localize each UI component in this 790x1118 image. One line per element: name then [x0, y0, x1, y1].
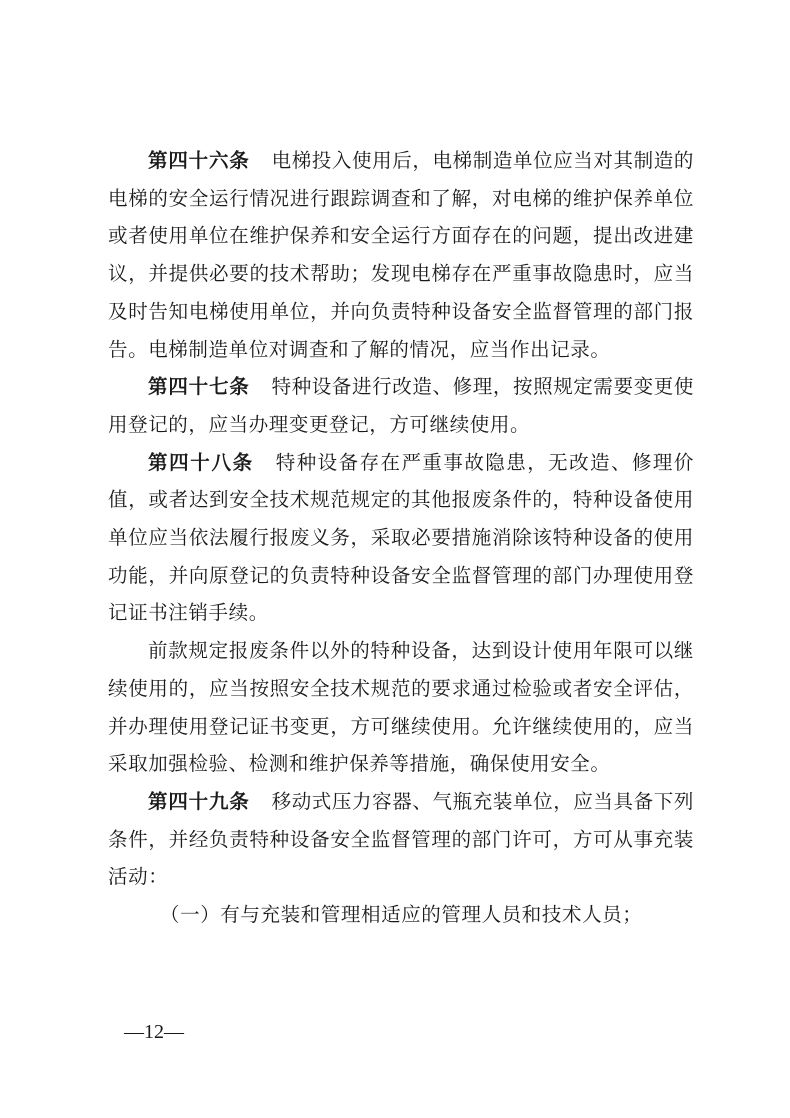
article-text: 前款规定报废条件以外的特种设备，达到设计使用年限可以继续使用的，应当按照安全技术规范的要求通过检验或者安全评估，并办理使用登记证书变更，方可继续使用。允许继续使用的，应当采取加强检验、检测和维护保养等措施，确保使用安全。	[108, 639, 694, 776]
article-49-item-1: （一）有与充装和管理相适应的管理人员和技术人员；	[160, 903, 643, 927]
article-47	[108, 368, 694, 443]
article-text: 特种设备进行改造、修理，按照规定需要变更使用登记的，应当办理变更登记，方可继续使用。	[108, 375, 694, 436]
page-number: —12—	[124, 1021, 184, 1043]
article-number: 第四十六条	[148, 149, 250, 172]
article-text: 移动式压力容器、气瓶充装单位，应当具备下列条件，并经负责特种设备安全监督管理的部门许可，方可从事充装活动：	[108, 789, 694, 889]
article-49	[108, 783, 694, 896]
article-48-paragraph-2	[108, 632, 694, 783]
document-body	[108, 142, 694, 934]
article-48	[108, 444, 694, 633]
article-text: 电梯投入使用后，电梯制造单位应当对其制造的电梯的安全运行情况进行跟踪调查和了解，对电梯的维护保养单位或者使用单位在维护保养和安全运行方面存在的问题，提出改进建议，并提供必要的技术帮助；发现电梯存在严重事故隐患时，应当及时告知电梯使用单位，并向负责特种设备安全监督管理的部门报告。电梯制造单位对调查和了解的情况，应当作出记录。	[108, 149, 694, 361]
article-number: 第四十九条	[148, 789, 250, 813]
article-number: 第四十七条	[148, 375, 250, 399]
article-text: 特种设备存在严重事故隐患，无改造、修理价值，或者达到安全技术规范规定的其他报废条件的，特种设备使用单位应当依法履行报废义务，采取必要措施消除该特种设备的使用功能，并向原登记的负责特种设备安全监督管理的部门办理使用登记证书注销手续。	[108, 450, 694, 625]
article-46	[108, 142, 694, 368]
article-number: 第四十八条	[148, 450, 254, 474]
